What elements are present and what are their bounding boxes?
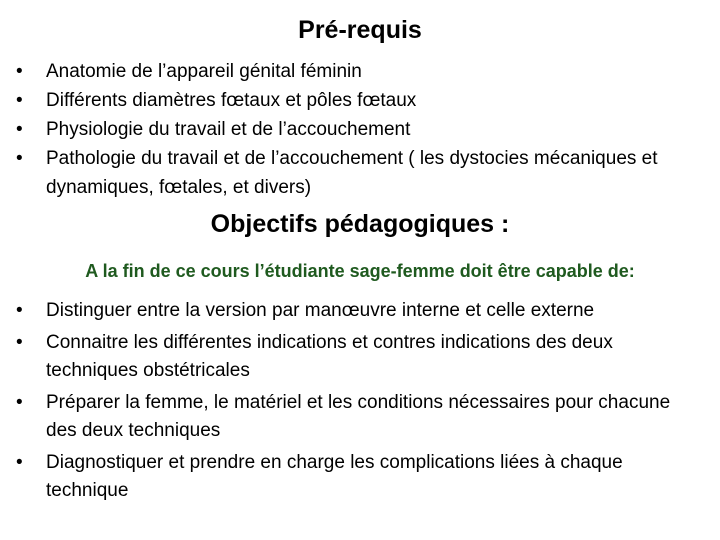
objective-item: • Distinguer entre la version par manœuvre interne et celle externe xyxy=(0,297,705,325)
objective-item: • Préparer la femme, le matériel et les conditions nécessaires pour chacune des deux techniques xyxy=(0,389,705,445)
objectives-intro: A la fin de ce cours l’étudiante sage-femme doit être capable de: xyxy=(85,261,635,281)
prerequisite-item: • Pathologie du travail et de l’accouchement ( les dystocies mécaniques et dynamiques, fœtales, et divers) xyxy=(0,144,680,202)
prerequisites-title: Pré-requis xyxy=(298,16,422,44)
objective-item: • Connaitre les différentes indications et contres indications des deux techniques obstétricales xyxy=(0,329,705,385)
objectives-list xyxy=(0,297,705,509)
prerequisite-item: • Différents diamètres fœtaux et pôles fœtaux xyxy=(0,86,680,115)
objective-item: • Diagnostiquer et prendre en charge les complications liées à chaque technique xyxy=(0,449,705,505)
objectives-title: Objectifs pédagogiques : xyxy=(210,210,510,238)
prerequisites-list xyxy=(0,57,680,202)
prerequisite-item: • Physiologie du travail et de l’accouchement xyxy=(0,115,680,144)
prerequisite-item: • Anatomie de l’appareil génital féminin xyxy=(0,57,680,86)
